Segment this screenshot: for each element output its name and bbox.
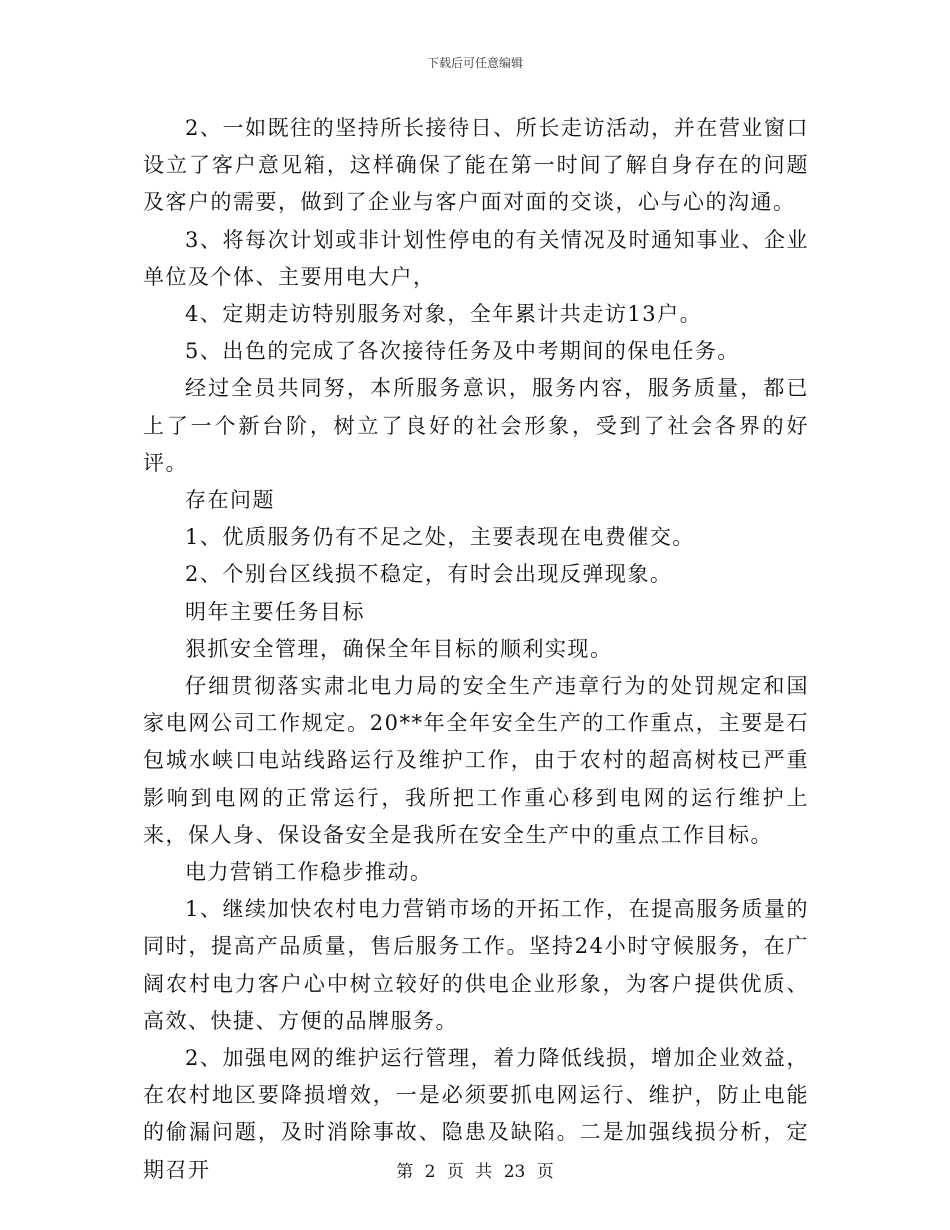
- paragraph: 5、出色的完成了各次接待任务及中考期间的保电任务。: [185, 339, 740, 364]
- page-header: 下载后可任意编辑: [426, 56, 523, 70]
- paragraph: 2、一如既往的坚持所长接待日、所长走访活动，并在营业窗口设立了客户意见箱，这样确保了能在第一时间了解自身存在的问题及客户的需要，做到了企业与客户面对面的交谈，心与心的沟通。: [143, 116, 809, 215]
- document-body: [143, 110, 809, 1189]
- paragraph: 4、定期走访特别服务对象，全年累计共走访13户。: [185, 302, 703, 327]
- paragraph: 仔细贯彻落实肃北电力局的安全生产违章行为的处罚规定和国家电网公司工作规定。20**年全年安全生产的工作重点，主要是石包城水峡口电站线路运行及维护工作，由于农村的超高树枝已严重影响到电网的正常运行，我所把工作重心移到电网的运行维护上来，保人身、保设备安全是我所在安全生产中的重点工作目标。: [143, 674, 809, 847]
- paragraph: 经过全员共同努，本所服务意识，服务内容，服务质量，都已上了一个新台阶，树立了良好的社会形象，受到了社会各界的好评。: [143, 376, 809, 475]
- paragraph: 1、优质服务仍有不足之处，主要表现在电费催交。: [185, 525, 695, 550]
- paragraph: 2、加强电网的维护运行管理，着力降低线损，增加企业效益，在农村地区要降损增效，一是必须要抓电网运行、维护，防止电能的偷漏问题，及时消除事故、隐患及缺陷。二是加强线损分析，定期召开: [143, 1046, 809, 1182]
- paragraph: 3、将每次计划或非计划性停电的有关情况及时通知事业、企业单位及个体、主要用电大户，: [143, 227, 809, 289]
- paragraph: 电力营销工作稳步推动。: [185, 860, 433, 885]
- page-number-footer: 第 2 页 共 23 页: [396, 1162, 554, 1182]
- section-heading: 明年主要任务目标: [185, 599, 365, 624]
- paragraph: 狠抓安全管理，确保全年目标的顺利实现。: [185, 636, 613, 661]
- paragraph: 1、继续加快农村电力营销市场的开拓工作，在提高服务质量的同时，提高产品质量，售后服务工作。坚持24小时守候服务，在广阔农村电力客户心中树立较好的供电企业形象，为客户提供优质、高效、快捷、方便的品牌服务。: [143, 897, 809, 1033]
- paragraph: 2、个别台区线损不稳定，有时会出现反弹现象。: [185, 562, 673, 587]
- section-heading: 存在问题: [185, 488, 275, 513]
